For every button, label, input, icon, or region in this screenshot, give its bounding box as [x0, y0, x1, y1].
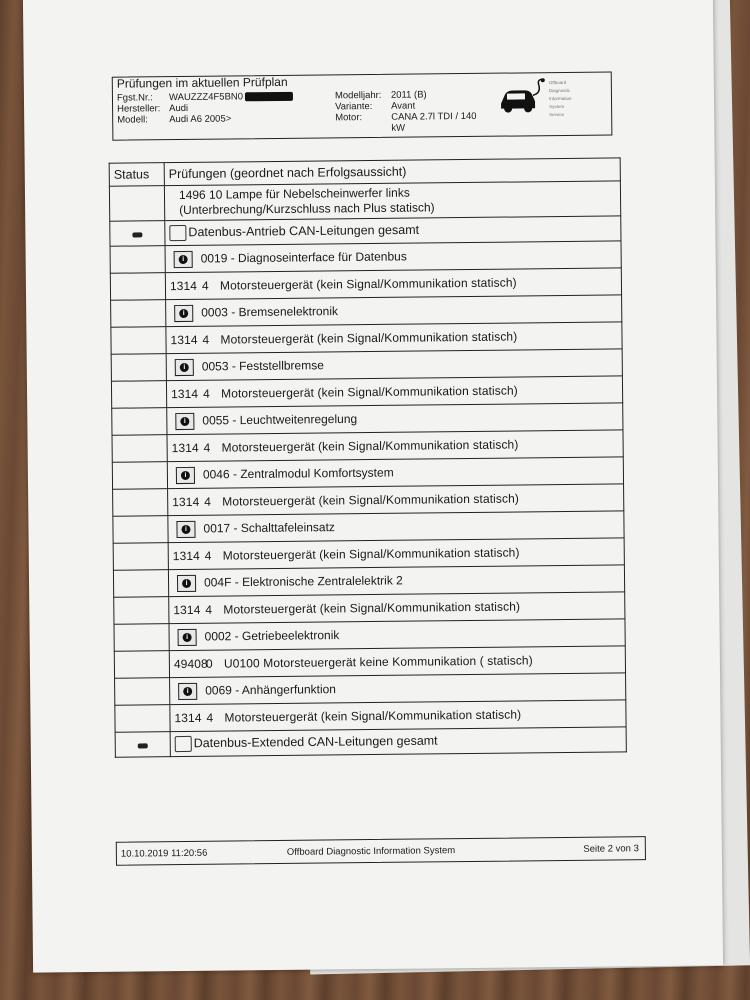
ecu-info-icon: i	[174, 304, 193, 321]
bus-label: Datenbus-Extended CAN-Leitungen gesamt	[193, 733, 438, 751]
fault-type: 4	[204, 494, 212, 509]
redaction-bar	[245, 92, 293, 102]
engine-label: Motor:	[335, 112, 363, 124]
footer-system-name: Offboard Diagnostic Information System	[286, 845, 456, 858]
fault-text: Motorsteuergerät (kein Signal/Kommunikation statisch)	[222, 491, 520, 509]
ecu-info-icon: i	[176, 520, 195, 537]
logo-text: Offboard Diagnostic Information System Service	[548, 79, 572, 118]
variant-label: Variante:	[335, 100, 373, 113]
ecu-label: 0046 - Zentralmodul Komfortsystem	[202, 464, 394, 481]
checks-table	[109, 157, 627, 757]
fault-text: Motorsteuergerät (kein Signal/Kommunikation statisch)	[223, 599, 521, 617]
footer-box	[116, 836, 646, 866]
fault-type: 4	[205, 602, 213, 617]
fault-type: 4	[201, 278, 209, 293]
document-page	[23, 0, 723, 973]
checkbox-icon[interactable]	[175, 736, 192, 752]
fault-text: Motorsteuergerät (kein Signal/Kommunikation statisch)	[224, 707, 522, 725]
model-year-label: Modelljahr:	[334, 89, 382, 102]
checkbox-icon[interactable]	[169, 225, 186, 241]
car-diagnostic-icon	[497, 77, 547, 118]
fault-code: 1314	[169, 278, 198, 294]
bus-row[interactable]	[115, 727, 626, 757]
ecu-label: 0055 - Leuchtweitenregelung	[202, 411, 358, 427]
fault-code: 1314	[171, 440, 199, 456]
fault-type: 4	[206, 710, 214, 725]
fault-text: Motorsteuergerät (kein Signal/Kommunikation statisch)	[220, 329, 518, 347]
fault-type: 0	[205, 656, 213, 671]
ecu-info-icon: i	[176, 466, 195, 483]
fault-text: Motorsteuergerät (kein Signal/Kommunikation statisch)	[220, 383, 518, 401]
fault-text: Motorsteuergerät (kein Signal/Kommunikation statisch)	[219, 275, 517, 293]
fault-code: 1314	[172, 548, 200, 564]
fault-type: 4	[204, 548, 212, 563]
ecu-label: 0017 - Schalttafeleinsatz	[203, 519, 335, 535]
vin-label: Fgst.Nr.:	[116, 92, 153, 104]
fault-type: 4	[203, 440, 211, 455]
info-row	[109, 181, 620, 221]
status-dash-icon	[132, 232, 142, 237]
footer-datetime: 10.10.2019 11:20:56	[120, 847, 208, 860]
odis-logo	[497, 77, 598, 128]
fault-type: 4	[202, 386, 210, 401]
header-title: Prüfungen im aktuellen Prüfplan	[116, 74, 288, 91]
model-year-value: 2011 (B)	[390, 89, 427, 101]
ecu-info-icon: i	[174, 250, 193, 267]
vin-value: WAUZZZ4F5BN0	[169, 91, 293, 103]
fault-code: 1314	[170, 332, 198, 348]
ecu-info-icon: i	[175, 412, 194, 429]
fault-text: Motorsteuergerät (kein Signal/Kommunikation statisch)	[222, 545, 520, 563]
fault-code: 1314	[174, 710, 202, 726]
header-box	[112, 71, 613, 140]
manufacturer-label: Hersteller:	[117, 103, 161, 115]
model-value: Audi A6 2005>	[169, 113, 232, 126]
model-label: Modell:	[117, 114, 148, 126]
fault-type: 4	[202, 332, 210, 347]
fault-code: 1314	[173, 602, 201, 618]
ecu-label: 004F - Elektronische Zentralelektrik 2	[203, 572, 403, 589]
status-column-header: Status	[109, 163, 164, 187]
ecu-info-icon: i	[175, 358, 194, 375]
manufacturer-value: Audi	[169, 102, 189, 115]
info-row-text: 1496 10 Lampe für Nebelscheinwerfer links (Unterbrechung/Kurzschluss nach Plus statisch)	[164, 181, 620, 221]
checks-column-header: Prüfungen (geordnet nach Erfolgsaussicht)	[164, 158, 620, 186]
fault-text: Motorsteuergerät (kein Signal/Kommunikation statisch)	[221, 437, 519, 455]
ecu-label: 0002 - Getriebeelektronik	[204, 627, 340, 643]
footer-page-number: Seite 2 von 3	[583, 843, 639, 855]
ecu-info-icon: i	[178, 682, 197, 699]
ecu-label: 0019 - Diagnoseinterface für Datenbus	[200, 248, 407, 265]
fault-code: 1314	[172, 494, 200, 510]
status-dash-icon	[138, 743, 148, 748]
ecu-label: 0003 - Bremsenelektronik	[201, 303, 339, 319]
fault-code: 1314	[171, 386, 199, 402]
variant-value: Avant	[391, 100, 416, 112]
ecu-info-icon: i	[177, 574, 196, 591]
fault-code: 49408	[173, 656, 208, 672]
ecu-info-icon: i	[178, 628, 197, 645]
bus-label: Datenbus-Antrieb CAN-Leitungen gesamt	[188, 222, 420, 240]
engine-value: CANA 2.7l TDI / 140 kW	[391, 110, 477, 134]
fault-text: U0100 Motorsteuergerät keine Kommunikation ( statisch)	[223, 653, 533, 671]
ecu-label: 0053 - Feststellbremse	[201, 357, 324, 373]
ecu-label: 0069 - Anhängerfunktion	[205, 681, 337, 697]
